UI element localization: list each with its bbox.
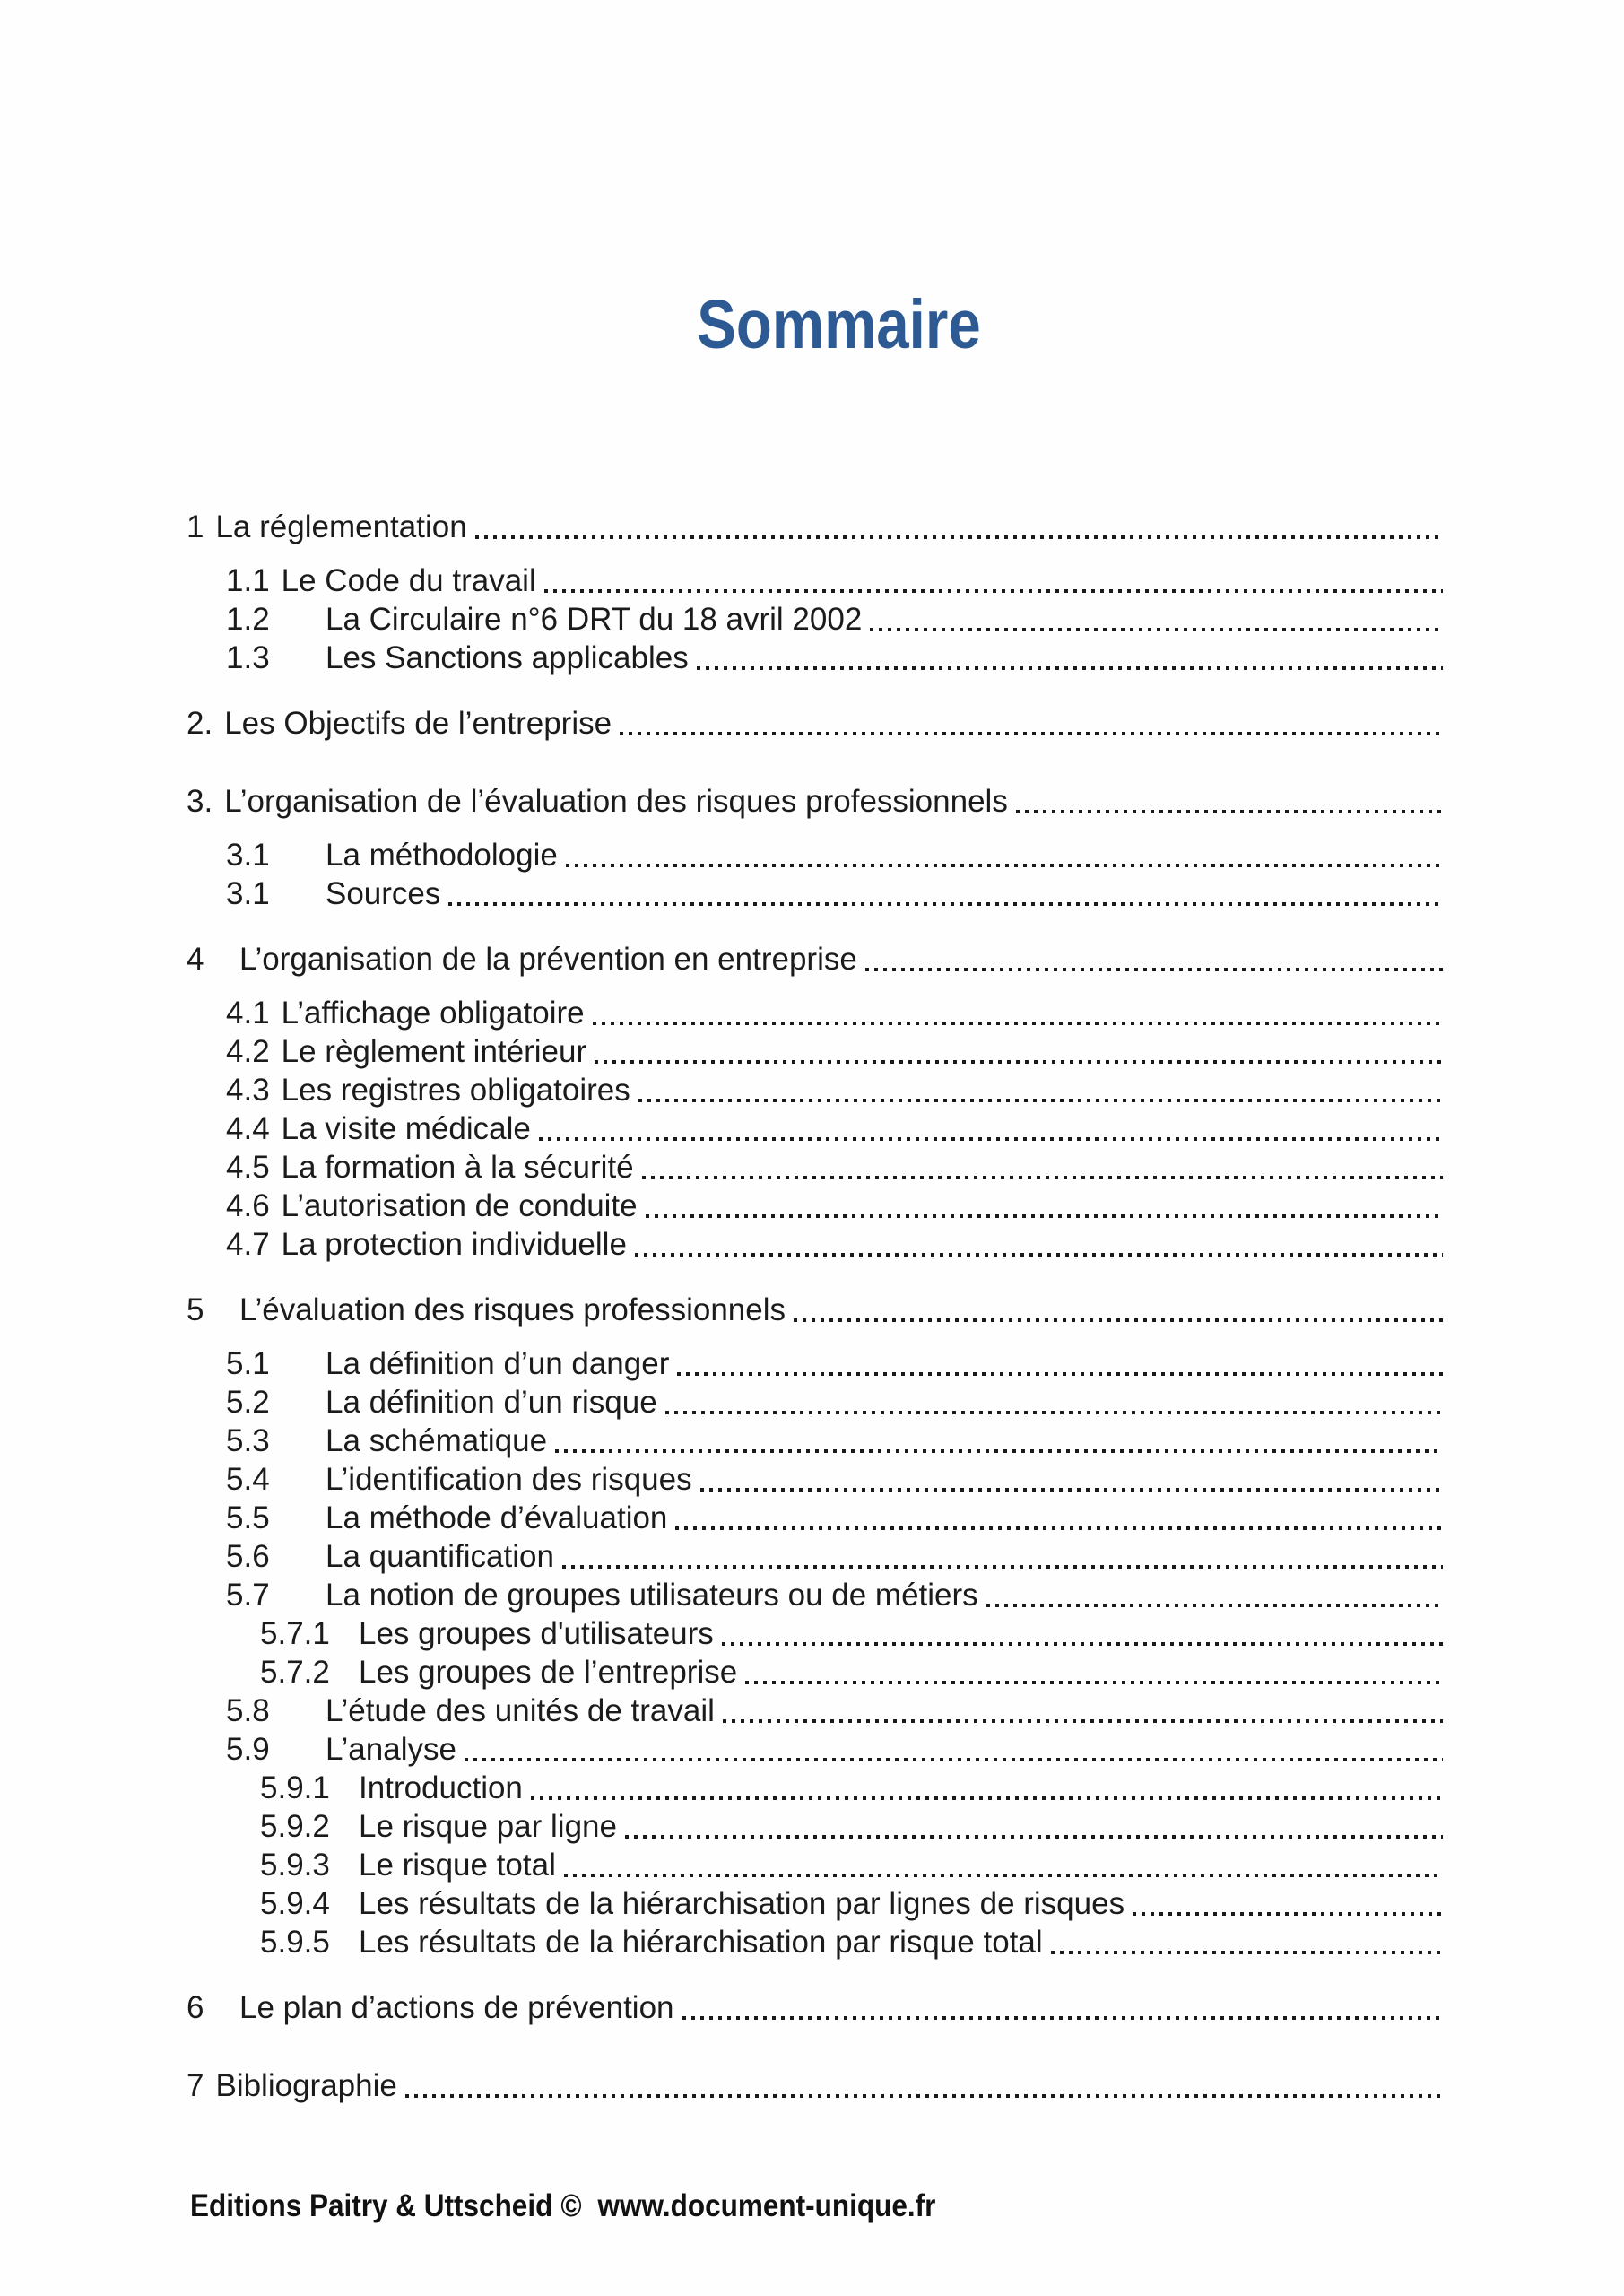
- toc-entry[interactable]: [179, 1730, 1444, 1769]
- toc-entry-label: Le plan d’actions de prévention: [239, 1990, 674, 2025]
- toc-entry-label: La formation à la sécurité: [281, 1150, 634, 1185]
- toc-entry-label: Le risque par ligne: [359, 1809, 617, 1844]
- toc-entry[interactable]: [179, 1032, 1444, 1071]
- toc-entry[interactable]: [179, 1344, 1444, 1383]
- toc-entry[interactable]: [179, 1499, 1444, 1537]
- toc-entry-number: 5.6: [226, 1539, 270, 1574]
- toc-entry-number: 1.3: [226, 640, 270, 675]
- toc-entry-label: L’évaluation des risques professionnels: [239, 1292, 786, 1327]
- toc-entry-label: La définition d’un risque: [326, 1385, 657, 1420]
- copyright-icon: ©: [560, 2188, 582, 2223]
- dot-leader: [564, 1874, 1443, 1877]
- toc-entry-number: 1.2: [226, 602, 270, 637]
- toc-entry-number: 1.1: [226, 563, 270, 598]
- toc-entry-number: 5.9.5: [260, 1925, 330, 1960]
- toc-entry[interactable]: [179, 1460, 1444, 1499]
- dot-leader: [723, 1719, 1443, 1723]
- toc-entry-label: Les groupes de l’entreprise: [359, 1655, 738, 1690]
- toc-entry-number: 4.7: [226, 1227, 270, 1262]
- toc-entry-label: La notion de groupes utilisateurs ou de métiers: [326, 1578, 978, 1613]
- toc-entry-number: 5.9.1: [260, 1770, 330, 1805]
- toc-entry[interactable]: [179, 836, 1444, 874]
- toc-entry-number: 3.: [187, 784, 213, 819]
- toc-entry[interactable]: [179, 1807, 1444, 1846]
- dot-leader: [745, 1681, 1443, 1684]
- toc-entry[interactable]: [179, 1576, 1444, 1614]
- toc-entry-label: La quantification: [326, 1539, 554, 1574]
- dot-leader: [986, 1604, 1443, 1607]
- toc-entry-label: Sources: [326, 876, 441, 911]
- toc-entry-number: 5.7.2: [260, 1655, 330, 1690]
- toc-entry[interactable]: [179, 1988, 1444, 2027]
- toc-entry[interactable]: [179, 2066, 1444, 2105]
- toc-entry[interactable]: [179, 1187, 1444, 1225]
- toc-entry[interactable]: [179, 782, 1444, 821]
- dot-leader: [531, 1796, 1443, 1800]
- page-title: Sommaire: [697, 286, 981, 363]
- toc-entry[interactable]: [179, 639, 1444, 677]
- toc-entry-number: 4: [187, 942, 204, 977]
- toc-entry-number: 3.1: [226, 838, 270, 873]
- page-footer: [190, 2188, 935, 2224]
- toc-entry-label: La Circulaire n°6 DRT du 18 avril 2002: [326, 602, 863, 637]
- dot-leader: [677, 1372, 1443, 1376]
- toc-entry[interactable]: [179, 1148, 1444, 1187]
- toc-entry-label: La définition d’un danger: [326, 1346, 670, 1381]
- toc-entry-label: L’organisation de la prévention en entreprise: [239, 942, 857, 977]
- toc-entry-label: Les résultats de la hiérarchisation par lignes de risques: [359, 1886, 1125, 1921]
- toc-entry[interactable]: [179, 1846, 1444, 1884]
- toc-entry-number: 5.4: [226, 1462, 270, 1497]
- footer-website-link[interactable]: www.document-unique.fr: [597, 2188, 936, 2223]
- dot-leader: [1133, 1912, 1443, 1916]
- toc-entry-number: 5.9.3: [260, 1848, 330, 1883]
- toc-entry[interactable]: [179, 874, 1444, 913]
- toc-entry[interactable]: [179, 1537, 1444, 1576]
- toc-entry-label: Les Sanctions applicables: [326, 640, 689, 675]
- toc-entry[interactable]: [179, 1225, 1444, 1264]
- toc-entry-number: 5: [187, 1292, 204, 1327]
- dot-leader: [475, 535, 1443, 539]
- dot-leader: [595, 1060, 1443, 1064]
- toc-entry[interactable]: [179, 1653, 1444, 1692]
- dot-leader: [722, 1642, 1443, 1646]
- toc-entry-number: 5.3: [226, 1423, 270, 1458]
- toc-entry[interactable]: [179, 600, 1444, 639]
- toc-entry-number: 4.6: [226, 1188, 270, 1223]
- dot-leader: [566, 864, 1443, 867]
- toc-entry-label: Le risque total: [359, 1848, 556, 1883]
- dot-leader: [665, 1411, 1443, 1414]
- toc-entry-label: La méthodologie: [326, 838, 558, 873]
- toc-entry-number: 4.5: [226, 1150, 270, 1185]
- toc-entry[interactable]: [179, 1383, 1444, 1422]
- toc-entry-number: 3.1: [226, 876, 270, 911]
- toc-entry-label: Introduction: [359, 1770, 523, 1805]
- dot-leader: [562, 1565, 1443, 1569]
- toc-entry-number: 4.2: [226, 1034, 270, 1069]
- toc-entry[interactable]: [179, 561, 1444, 600]
- toc-entry-number: 5.7.1: [260, 1616, 330, 1651]
- toc-entry-label: La réglementation: [215, 509, 467, 544]
- dot-leader: [646, 1214, 1443, 1218]
- toc-entry-number: 4.1: [226, 996, 270, 1031]
- toc-entry-label: L’identification des risques: [326, 1462, 692, 1497]
- toc-entry[interactable]: [179, 994, 1444, 1032]
- toc-entry-number: 6: [187, 1990, 204, 2025]
- toc-entry[interactable]: [179, 1071, 1444, 1109]
- toc-entry[interactable]: [179, 1614, 1444, 1653]
- toc-entry-label: Le règlement intérieur: [281, 1034, 587, 1069]
- toc-entry[interactable]: [179, 1109, 1444, 1148]
- dot-leader: [638, 1099, 1443, 1102]
- toc-entry-number: 5.2: [226, 1385, 270, 1420]
- toc-entry-number: 4.3: [226, 1073, 270, 1108]
- dot-leader: [675, 1526, 1443, 1530]
- dot-leader: [865, 968, 1443, 971]
- toc-entry-number: 5.1: [226, 1346, 270, 1381]
- toc-entry-number: 5.9.4: [260, 1886, 330, 1921]
- toc-entry-label: L’étude des unités de travail: [326, 1693, 715, 1728]
- dot-leader: [1016, 810, 1443, 813]
- toc-entry-number: 2.: [187, 706, 213, 741]
- toc-entry-number: 1: [187, 509, 204, 544]
- dot-leader: [697, 666, 1443, 670]
- toc-entry[interactable]: [179, 1769, 1444, 1807]
- dot-leader: [620, 732, 1443, 735]
- toc-entry-number: 5.9: [226, 1732, 270, 1767]
- dot-leader: [544, 589, 1443, 593]
- toc-entry-label: L’analyse: [326, 1732, 456, 1767]
- dot-leader: [593, 1022, 1443, 1025]
- toc-entry-label: La schématique: [326, 1423, 548, 1458]
- dot-leader: [465, 1758, 1443, 1761]
- table-of-contents: [179, 508, 1444, 2105]
- toc-entry-label: Les registres obligatoires: [281, 1073, 630, 1108]
- toc-entry[interactable]: [179, 940, 1444, 978]
- dot-leader: [635, 1253, 1443, 1257]
- toc-entry-number: 7: [187, 2068, 204, 2103]
- toc-entry-label: Les groupes d'utilisateurs: [359, 1616, 714, 1651]
- toc-entry-label: Les résultats de la hiérarchisation par risque total: [359, 1925, 1043, 1960]
- toc-entry-number: 5.7: [226, 1578, 270, 1613]
- toc-entry-label: L’organisation de l’évaluation des risques professionnels: [224, 784, 1008, 819]
- toc-entry-label: L’affichage obligatoire: [281, 996, 585, 1031]
- toc-entry[interactable]: [179, 704, 1444, 743]
- toc-entry[interactable]: [179, 1923, 1444, 1961]
- toc-entry-label: Le Code du travail: [281, 563, 536, 598]
- toc-entry-number: 5.9.2: [260, 1809, 330, 1844]
- dot-leader: [642, 1176, 1443, 1179]
- dot-leader: [625, 1835, 1443, 1839]
- toc-entry-number: 5.8: [226, 1693, 270, 1728]
- dot-leader: [700, 1488, 1443, 1492]
- toc-entry-label: La méthode d’évaluation: [326, 1500, 668, 1535]
- toc-entry-label: Bibliographie: [215, 2068, 397, 2103]
- toc-entry-label: L’autorisation de conduite: [281, 1188, 638, 1223]
- dot-leader: [682, 2016, 1443, 2020]
- toc-entry-number: 4.4: [226, 1111, 270, 1146]
- dot-leader: [1051, 1951, 1443, 1954]
- toc-entry-label: La visite médicale: [281, 1111, 531, 1146]
- toc-entry-label: La protection individuelle: [281, 1227, 627, 1262]
- toc-entry[interactable]: [179, 1291, 1444, 1329]
- dot-leader: [539, 1137, 1443, 1141]
- dot-leader: [555, 1449, 1443, 1453]
- toc-entry-number: 5.5: [226, 1500, 270, 1535]
- dot-leader: [448, 902, 1443, 906]
- dot-leader: [794, 1318, 1443, 1322]
- toc-entry[interactable]: [179, 508, 1444, 546]
- toc-entry-label: Les Objectifs de l’entreprise: [224, 706, 612, 741]
- toc-entry[interactable]: [179, 1422, 1444, 1460]
- toc-entry[interactable]: [179, 1692, 1444, 1730]
- footer-publisher: Editions Paitry & Uttscheid: [190, 2188, 553, 2223]
- dot-leader: [870, 628, 1443, 631]
- toc-entry[interactable]: [179, 1884, 1444, 1923]
- dot-leader: [405, 2094, 1443, 2098]
